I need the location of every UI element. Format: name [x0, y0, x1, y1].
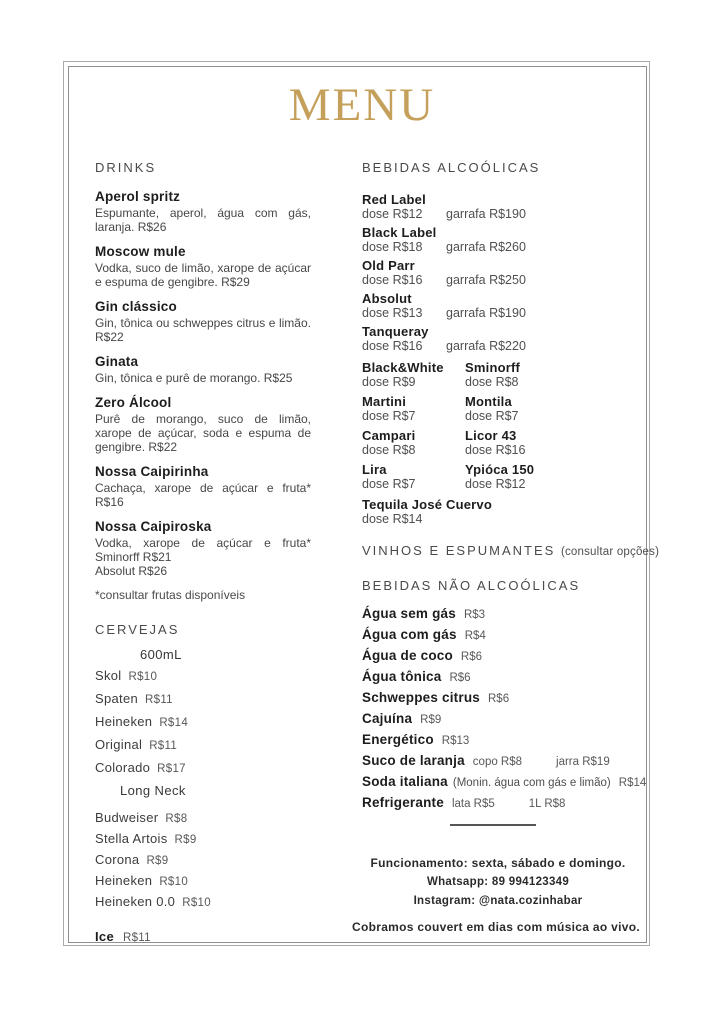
beer-row — [95, 829, 311, 850]
spirit-bottle-price: garrafa R$260 — [446, 240, 526, 254]
instagram-handle: Instagram: @nata.cozinhabar — [413, 895, 583, 907]
drink-description: Vodka, xarope de açúcar e fruta* — [95, 536, 311, 550]
drink-name: Gin clássico — [95, 299, 177, 314]
drink-price-line: Absolut R$26 — [95, 564, 168, 578]
spirit-name: Sminorff — [465, 360, 521, 375]
drink-name: Nossa Caipiroska — [95, 519, 212, 534]
spirit-name: Lira — [362, 462, 387, 477]
drink-item-aperol-spritz — [95, 189, 311, 234]
dose-only-spirits-grid — [362, 360, 634, 496]
spirit-name: Campari — [362, 428, 416, 443]
section-header-cervejas: CERVEJAS — [95, 622, 180, 637]
spirit-name: Martini — [362, 394, 407, 409]
spirit-dose-price: dose R$8 — [362, 443, 416, 457]
drink-item-ginata — [95, 354, 311, 385]
right-column — [352, 160, 660, 937]
drink-name: Ginata — [95, 354, 139, 369]
spirit-dose-price: dose R$12 — [362, 207, 423, 221]
item-name: Água de coco — [362, 648, 453, 663]
drink-item-zero-alcool — [95, 395, 311, 454]
beer-name: Corona — [95, 852, 140, 867]
spirit-dose-price: dose R$7 — [362, 409, 416, 423]
beer-list-600ml — [95, 665, 311, 780]
spirit-item-black-label — [362, 225, 634, 255]
non-alcoholic-row — [362, 625, 634, 646]
left-column — [95, 160, 311, 948]
item-name: Cajuína — [362, 711, 413, 726]
spirit-bottle-price: garrafa R$220 — [446, 339, 526, 353]
beer-price: R$10 — [128, 671, 158, 683]
drink-description: Cachaça, xarope de açúcar e fruta* — [95, 481, 311, 495]
item-name: Suco de laranja — [362, 753, 465, 768]
beer-row — [95, 871, 311, 892]
spirit-item-absolut — [362, 291, 634, 321]
beer-row — [95, 757, 311, 780]
beer-row — [95, 711, 311, 734]
item-price: R$6 — [460, 651, 483, 663]
drink-name: Moscow mule — [95, 244, 186, 259]
beer-name: Original — [95, 737, 143, 752]
item-price: R$13 — [441, 735, 470, 747]
beer-row-ice — [95, 927, 311, 948]
spirit-dose-price: dose R$16 — [362, 273, 423, 287]
non-alcoholic-row — [362, 688, 634, 709]
spirit-name: Montila — [465, 394, 512, 409]
drink-item-gin-classico — [95, 299, 311, 344]
beer-size-long-neck-label: Long Neck — [120, 783, 186, 798]
non-alcoholic-row — [362, 709, 634, 730]
item-name: Schweppes citrus — [362, 690, 480, 705]
spirit-item-tanqueray — [362, 324, 634, 354]
spirit-item-licor-43 — [465, 428, 634, 458]
footer-divider — [450, 824, 536, 826]
non-alcoholic-row — [362, 646, 634, 667]
spirit-name: Old Parr — [362, 258, 415, 273]
beer-price: R$10 — [182, 897, 211, 909]
beer-row — [95, 734, 311, 757]
drink-description: Gin, tônica e purê de morango. R$25 — [95, 371, 293, 385]
spirit-name: Licor 43 — [465, 428, 517, 443]
spirit-item-campari — [362, 428, 465, 458]
beer-name: Skol — [95, 668, 122, 683]
spirit-bottle-price: garrafa R$250 — [446, 273, 526, 287]
non-alcoholic-row — [362, 667, 634, 688]
beer-price: R$17 — [157, 763, 186, 775]
spirit-item-martini — [362, 394, 465, 424]
beer-row — [95, 688, 311, 711]
section-header-bebidas-alcoolicas: BEBIDAS ALCOÓLICAS — [362, 160, 541, 175]
non-alcoholic-row — [362, 793, 634, 814]
beer-price: R$11 — [122, 932, 151, 944]
item-price: R$6 — [488, 693, 510, 705]
fruit-footnote: *consultar frutas disponíveis — [95, 588, 246, 602]
couvert-notice: Cobramos couvert em dias com música ao vivo. — [352, 920, 640, 934]
spirit-dose-price: dose R$18 — [362, 240, 423, 254]
footer-info — [352, 854, 640, 937]
section-header-vinhos-espumantes — [362, 543, 660, 560]
drink-name: Nossa Caipirinha — [95, 464, 209, 479]
beer-name: Heineken 0.0 — [95, 894, 176, 909]
drink-name: Zero Álcool — [95, 395, 172, 410]
spirit-item-old-parr — [362, 258, 634, 288]
spirit-name: Black&White — [362, 360, 444, 375]
spirit-item-ypioca-150 — [465, 462, 634, 492]
non-alcoholic-row — [362, 751, 634, 772]
beer-list-long-neck — [95, 808, 311, 913]
spirit-item-black-and-white — [362, 360, 465, 390]
spirit-dose-price: dose R$7 — [362, 477, 416, 491]
spirit-name: Ypióca 150 — [465, 462, 535, 477]
spirit-dose-price: dose R$13 — [362, 306, 423, 320]
beer-name: Ice — [95, 929, 114, 944]
item-name: Refrigerante — [362, 795, 444, 810]
spirit-item-montila — [465, 394, 634, 424]
beer-row — [95, 892, 311, 913]
item-price: copo R$8 — [472, 756, 523, 768]
spirit-name: Tanqueray — [362, 324, 429, 339]
item-name: Água tônica — [362, 669, 442, 684]
beer-row — [95, 808, 311, 829]
beer-row — [95, 850, 311, 871]
spirit-dose-price: dose R$7 — [465, 409, 519, 423]
beer-row — [95, 665, 311, 688]
item-name: Energético — [362, 732, 434, 747]
opening-hours: Funcionamento: sexta, sábado e domingo. — [370, 856, 626, 870]
item-name: Soda italiana — [362, 774, 448, 789]
beer-name: Heineken — [95, 714, 153, 729]
item-price: R$3 — [463, 609, 486, 621]
spirit-dose-price: dose R$16 — [362, 339, 423, 353]
item-price: R$6 — [449, 672, 471, 684]
spirit-bottle-price: garrafa R$190 — [446, 207, 526, 221]
spirit-name: Black Label — [362, 225, 437, 240]
drink-item-moscow-mule — [95, 244, 311, 289]
beer-size-600ml-label: 600mL — [140, 647, 182, 662]
drink-description: Vodka, suco de limão, xarope de açúcar e espuma de gengibre. R$29 — [95, 261, 311, 289]
vinhos-consult-note: (consultar opções) — [560, 546, 660, 558]
spirit-dose-price: dose R$14 — [362, 512, 423, 526]
section-header-bebidas-nao-alcoolicas: BEBIDAS NÃO ALCOÓLICAS — [362, 578, 581, 593]
beer-price: R$8 — [165, 813, 188, 825]
spirit-item-tequila-jose-cuervo — [362, 497, 634, 527]
spirit-item-sminorff — [465, 360, 634, 390]
spirit-name: Absolut — [362, 291, 412, 306]
spirit-dose-price: dose R$9 — [362, 375, 416, 389]
spirit-item-red-label — [362, 192, 634, 222]
beer-price: R$9 — [146, 855, 169, 867]
spirit-bottle-price: garrafa R$190 — [446, 306, 526, 320]
non-alcoholic-row — [362, 772, 647, 793]
spirit-name: Tequila José Cuervo — [362, 497, 492, 512]
drink-item-nossa-caipiroska — [95, 519, 311, 578]
item-price-2: 1L R$8 — [528, 798, 566, 810]
item-price: R$14 — [618, 777, 647, 789]
item-price: lata R$5 — [451, 798, 495, 810]
spirit-dose-price: dose R$16 — [465, 443, 526, 457]
spirit-dose-price: dose R$12 — [465, 477, 526, 491]
beer-price: R$9 — [174, 834, 197, 846]
spirit-dose-price: dose R$8 — [465, 375, 519, 389]
item-name: Água sem gás — [362, 606, 456, 621]
spirit-item-lira — [362, 462, 465, 492]
non-alcoholic-row — [362, 604, 634, 625]
beer-name: Spaten — [95, 691, 139, 706]
section-header-drinks: DRINKS — [95, 160, 157, 175]
drink-price-line: Sminorff R$21 — [95, 550, 172, 564]
item-price: R$4 — [464, 630, 486, 642]
beer-name: Colorado — [95, 760, 151, 775]
item-name: Água com gás — [362, 627, 457, 642]
drink-price-line: R$16 — [95, 495, 124, 509]
non-alcoholic-row — [362, 730, 634, 751]
drink-item-nossa-caipirinha — [95, 464, 311, 509]
drink-name: Aperol spritz — [95, 189, 181, 204]
drink-description: Espumante, aperol, água com gás, laranja. R$26 — [95, 206, 311, 234]
beer-price: R$11 — [149, 740, 178, 752]
spirit-name: Red Label — [362, 192, 426, 207]
beer-price: R$14 — [159, 717, 189, 729]
beer-name: Stella Artois — [95, 831, 168, 846]
beer-price: R$11 — [145, 694, 173, 706]
vinhos-header-text: VINHOS E ESPUMANTES — [362, 543, 556, 558]
page-title: MENU — [288, 79, 436, 131]
non-alcoholic-list — [362, 604, 647, 814]
whatsapp-contact: Whatsapp: 89 994123349 — [426, 876, 570, 888]
beer-name: Heineken — [95, 873, 153, 888]
beer-name: Budweiser — [95, 810, 159, 825]
drink-description: Purê de morango, suco de limão, xarope de açúcar, soda e espuma de gengibre. R$22 — [95, 412, 311, 454]
item-price: R$9 — [420, 714, 442, 726]
item-price-2: jarra R$19 — [556, 756, 610, 768]
drink-description: Gin, tônica ou schweppes citrus e limão. R$22 — [95, 316, 311, 344]
beer-price: R$10 — [159, 876, 189, 888]
item-note: (Monin. água com gás e limão) — [452, 777, 611, 789]
